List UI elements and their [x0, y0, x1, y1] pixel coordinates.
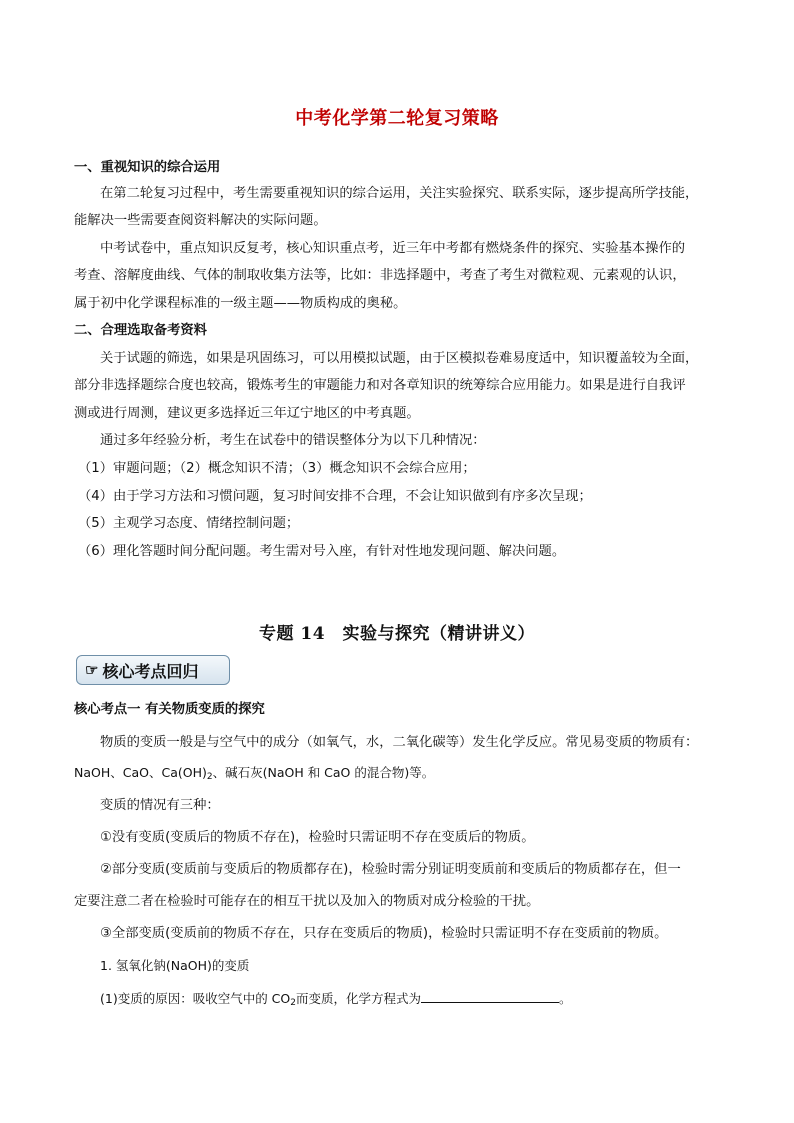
list-item: （4）由于学习方法和习惯问题，复习时间安排不合理，不会让知识做到有序多次呈现；: [78, 489, 592, 504]
question-end: 。: [559, 991, 572, 1006]
formula-text: NaOH、CaO、Ca(OH): [74, 765, 207, 780]
subsection-heading: 1. 氢氧化钠(NaOH)的变质: [100, 958, 250, 973]
question-text: (1)变质的原因：吸收空气中的 CO: [100, 991, 291, 1006]
paragraph-line: 中考试卷中，重点知识反复考，核心知识重点考，近三年中考都有燃烧条件的探究、实验基本操作的: [100, 241, 686, 256]
pointing-hand-icon: ☞: [85, 661, 99, 679]
subscript: 2: [206, 772, 213, 782]
paragraph-line: 物质的变质一般是与空气中的成分（如氧气，水，二氧化碳等）发生化学反应。常见易变质的物质有：: [100, 735, 699, 750]
paragraph-line: 部分非选择题综合度也较高，锻炼考生的审题能力和对各章知识的统筹综合应用能力。如果是进行自我评: [74, 378, 686, 393]
paragraph-line: 变质的情况有三种：: [100, 798, 220, 813]
list-item: （1）审题问题；（2）概念知识不清；（3）概念知识不会综合应用；: [78, 461, 476, 476]
list-item: （6）理化答题时间分配问题。考生需对号入座，有针对性地发现问题、解决问题。: [78, 544, 566, 559]
section-heading-1: 一、重视知识的综合运用: [74, 160, 221, 175]
formula-text: 、碱石灰(NaOH 和 CaO 的混合物)等。: [212, 765, 435, 780]
core-point-heading: 核心考点一 有关物质变质的探究: [74, 702, 265, 717]
paragraph-line: 考查、溶解度曲线、气体的制取收集方法等，比如：非选择题中，考查了考生对微粒观、元素观的认识，: [74, 268, 686, 283]
paragraph-line: 属于初中化学课程标准的一级主题——物质构成的奥秘。: [74, 296, 407, 311]
core-points-badge: [76, 655, 230, 685]
question-text: 而变质，化学方程式为: [295, 991, 421, 1006]
paragraph-line: 能解决一些需要查阅资料解决的实际问题。: [74, 213, 327, 228]
answer-blank[interactable]: [421, 989, 559, 1003]
paragraph-line: [74, 764, 434, 786]
case-line: ③全部变质(变质前的物质不存在，只存在变质后的物质)，检验时只需证明不存在变质前的物质。: [100, 926, 668, 941]
case-line: 定要注意二者在检验时可能存在的相互干扰以及加入的物质对成分检验的干扰。: [74, 894, 540, 909]
badge-label: 核心考点回归: [102, 661, 199, 681]
page-title: 中考化学第二轮复习策略: [295, 108, 499, 129]
paragraph-line: 测或进行周测，建议更多选择近三年辽宁地区的中考真题。: [74, 406, 420, 421]
topic-title: 专题 14 实验与探究（精讲讲义）: [258, 624, 536, 644]
paragraph-line: 关于试题的筛选，如果是巩固练习，可以用模拟试题，由于区模拟卷难易度适中，知识覆盖较为全面，: [100, 351, 699, 366]
subscript: 2: [290, 998, 296, 1008]
question-line: [100, 989, 572, 1012]
case-line: ①没有变质(变质后的物质不存在)，检验时只需证明不存在变质后的物质。: [100, 830, 535, 845]
paragraph-line: 在第二轮复习过程中，考生需要重视知识的综合运用，关注实验探究、联系实际，逐步提高所学技能，: [100, 186, 699, 201]
section-heading-2: 二、合理选取备考资料: [74, 323, 207, 338]
case-line: ②部分变质(变质前与变质后的物质都存在)，检验时需分别证明变质前和变质后的物质都存在，但一: [100, 862, 681, 877]
paragraph-line: 通过多年经验分析，考生在试卷中的错误整体分为以下几种情况：: [100, 433, 486, 448]
list-item: （5）主观学习态度、情绪控制问题；: [78, 516, 300, 531]
